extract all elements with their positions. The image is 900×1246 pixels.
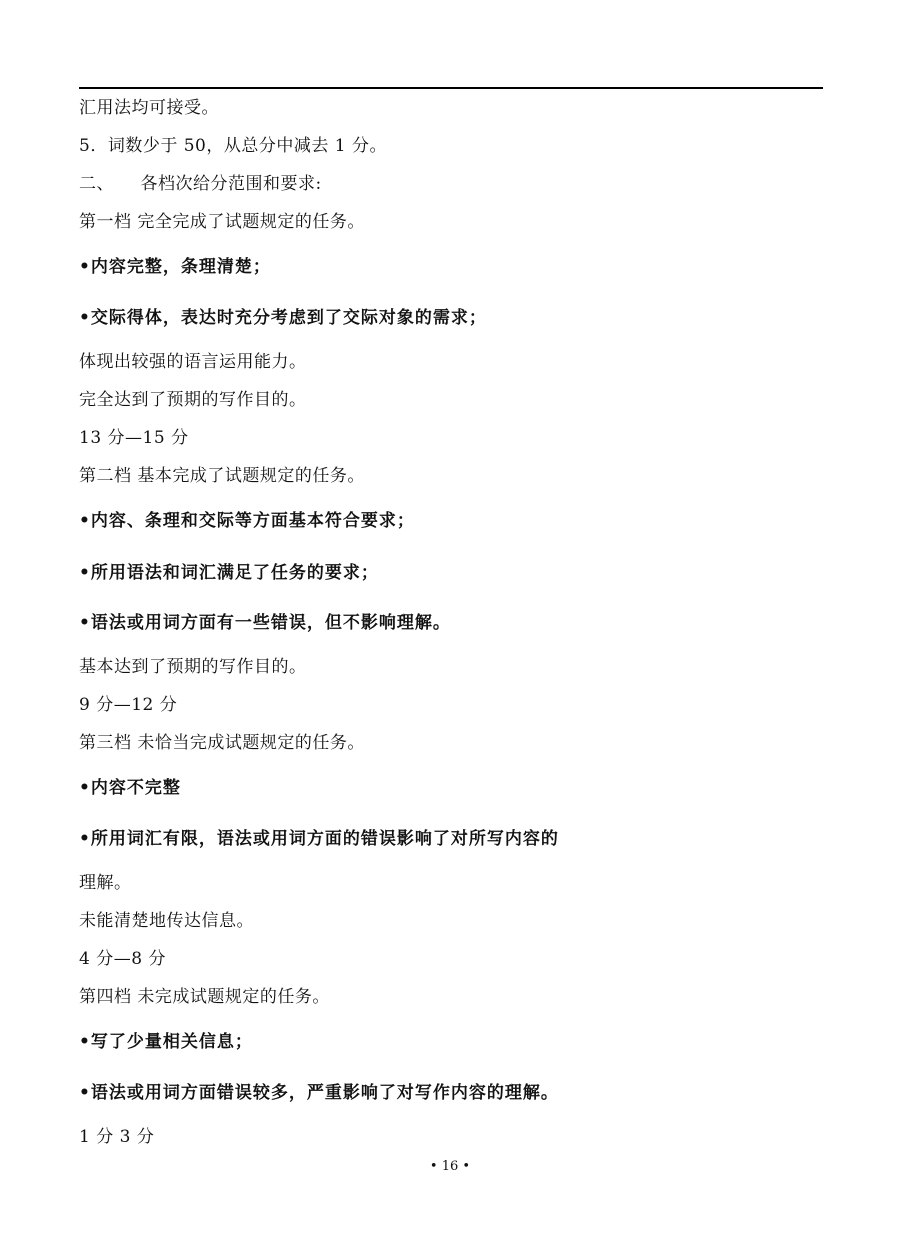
text-line: 5．词数少于 50，从总分中减去 1 分。 [79, 136, 387, 156]
bullet-item: •交际得体，表达时充分考虑到了交际对象的需求； [79, 308, 487, 328]
grade-heading: 第二档 基本完成了试题规定的任务。 [79, 466, 365, 486]
header-rule [79, 87, 823, 89]
score-range: 13 分—15 分 [79, 428, 189, 448]
text-line: 体现出较强的语言运用能力。 [79, 352, 307, 372]
score-range: 9 分—12 分 [79, 695, 178, 715]
bullet-item: •内容完整，条理清楚； [79, 257, 271, 277]
bullet-item: •语法或用词方面错误较多，严重影响了对写作内容的理解。 [79, 1083, 559, 1103]
bullet-item: •内容、条理和交际等方面基本符合要求； [79, 511, 415, 531]
page-number: • 16 • [429, 1159, 471, 1174]
bullet-item: •所用语法和词汇满足了任务的要求； [79, 563, 379, 583]
bullet-item: •所用词汇有限，语法或用词方面的错误影响了对所写内容的 [79, 829, 559, 849]
grade-heading: 第三档 未恰当完成试题规定的任务。 [79, 733, 365, 753]
score-range: 4 分—8 分 [79, 949, 166, 969]
bullet-item: •内容不完整 [79, 778, 181, 798]
text-line: 完全达到了预期的写作目的。 [79, 390, 307, 410]
bullet-item: •语法或用词方面有一些错误，但不影响理解。 [79, 613, 451, 633]
text-line: 未能清楚地传达信息。 [79, 911, 254, 931]
section-heading: 二、 各档次给分范围和要求: [79, 174, 322, 194]
text-line: 理解。 [79, 873, 132, 893]
text-line: 基本达到了预期的写作目的。 [79, 657, 307, 677]
score-range: 1 分 3 分 [79, 1127, 155, 1147]
grade-heading: 第四档 未完成试题规定的任务。 [79, 987, 330, 1007]
text-line: 汇用法均可接受。 [79, 98, 219, 118]
bullet-item: •写了少量相关信息； [79, 1032, 253, 1052]
grade-heading: 第一档 完全完成了试题规定的任务。 [79, 212, 365, 232]
